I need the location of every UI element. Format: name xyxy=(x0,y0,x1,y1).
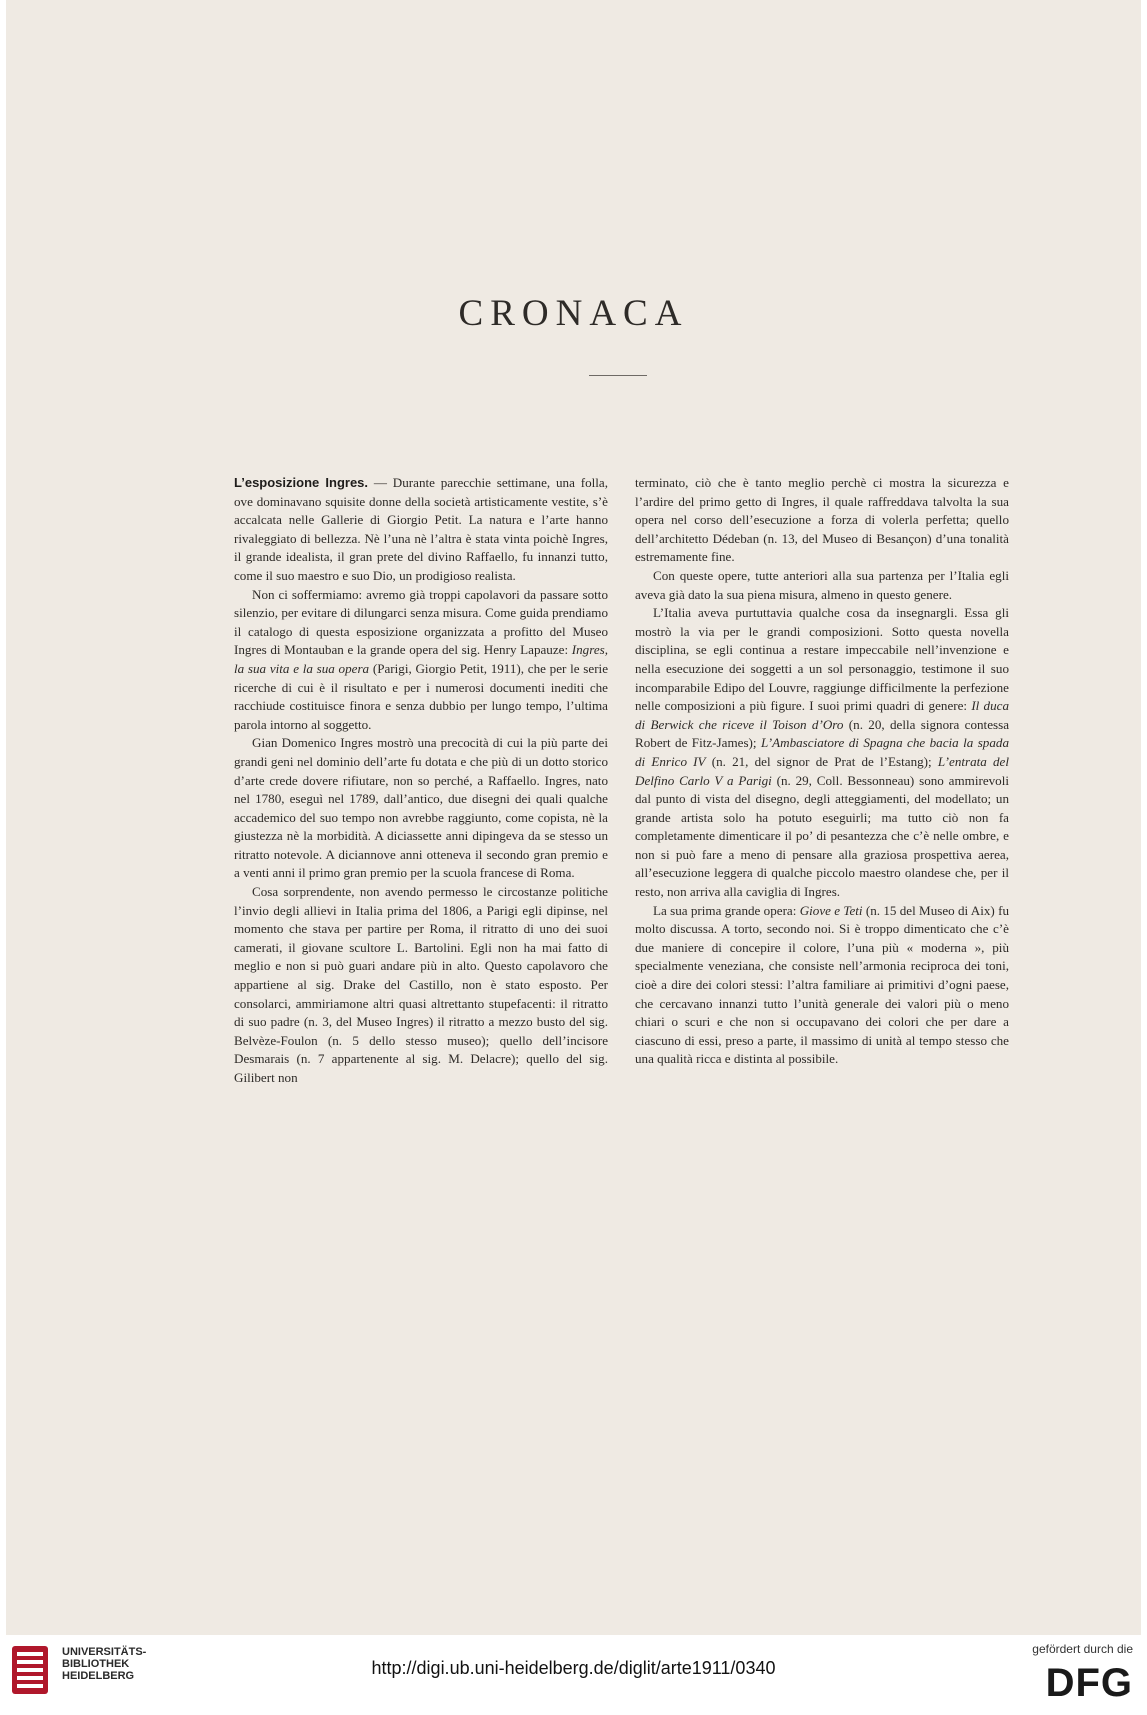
paragraph-text: La sua prima grande opera: xyxy=(653,902,800,918)
paragraph xyxy=(234,586,608,735)
artwork-title: L’Ambasciatore di Spagna che bacia la spada di Enrico IV xyxy=(635,735,1009,769)
page-title: CRONACA xyxy=(458,293,689,334)
artwork-title: L’entrata del Delfino Carlo V a Parigi xyxy=(635,753,1010,788)
library-name-line: UNIVERSITÄTS- xyxy=(62,1646,147,1658)
paragraph: terminato, ciò che è tanto meglio perchè ci mostra la sicurezza e l’ardire del primo getto di Ingres, il quale raffreddava talvolta la sua opera nel corso dell’esecuzione a forza di volerla perfetta; quello dell’architetto Dédeban (n. 13, del Museo di Besançon) d’una tonalità estremamente fine. xyxy=(635,475,1009,565)
source-url-link[interactable]: http://digi.ub.uni-heidelberg.de/diglit/arte1911/0340 xyxy=(371,1658,776,1678)
paragraph xyxy=(234,474,608,586)
paragraph-text: (n. 21, del signor de Prat de l’Estang); xyxy=(705,753,938,769)
paragraph-text: Non ci soffermiamo: avremo già troppi capolavori da passare sotto silenzio, per evitare di dilungarci senza misura. Come guida prendiamo il catalogo di questa esposizione organizzata a profitto del Museo Ingres di Montauban e la grande opera del sig. Henry Lapauze: xyxy=(234,586,608,658)
paragraph xyxy=(635,902,1009,1069)
paragraph-text: (n. 20, della signora contessa Robert de Fitz-James); xyxy=(635,716,1010,751)
section-heading: L’esposizione Ingres. xyxy=(234,475,369,490)
funding-note: gefördert durch die xyxy=(1032,1642,1133,1656)
title-rule xyxy=(589,375,647,376)
right-column xyxy=(635,474,1009,1069)
artwork-title: Il duca di Berwick che riceve il Toison d’Oro xyxy=(635,698,1009,732)
dfg-logo[interactable]: DFG xyxy=(1045,1661,1133,1705)
paragraph: Gian Domenico Ingres mostrò una precocità di cui la più parte dei grandi geni nel dominio dell’arte fu dotata e che più di un dotto storico d’arte crede dovere rifiutare, non so perché, a Raffaello. Ingres, nato nel 1780, eseguì nel 1789, dall’antico, due disegni dei quali qualche accademico del suo tempo non avrebbe raggiunto, come copista, nè la giustezza nè la morbidità. A diciassette anni dipingeva da se stesso un ritratto notevole. A diciannove anni otteneva il secondo gran premio e a venti anni il primo gran premio per la scuola francese di Roma. xyxy=(234,735,608,881)
paragraph: Con queste opere, tutte anteriori alla sua partenza per l’Italia egli aveva già dato la sua piena misura, almeno in questo genere. xyxy=(635,567,1009,602)
paragraph: Cosa sorprendente, non avendo permesso le circostanze politiche l’invio degli allievi in Italia prima del 1806, a Parigi egli dipinse, nel momento che stava per partire per Roma, il ritratto di uno dei suoi camerati, il giovane scultore L. Bartolini. Egli non ha mai fatto di meglio e non si può guari andare più in alto. Questo capolavoro che appartiene al sig. Drake del Castillo, non è stato esposto. Per consolarci, ammiriamone altri quasi altrettanto stupefacenti: il ritratto di suo padre (n. 3, del Museo Ingres) il ritratto a mezzo busto del sig. Belvèze-Foulon (n. 5 dello stesso museo); quello dell’incisore Desmarais (n. 7 appartenente al sig. M. Delacre); quello del sig. Gilibert non xyxy=(234,884,608,1085)
book-title: Ingres, la sua vita e la sua opera xyxy=(234,642,608,676)
left-column xyxy=(234,474,608,1088)
paragraph-text: (n. 15 del Museo di Aix) fu molto discussa. A torto, secondo noi. Si è troppo dimenticato che c’è due maniere di concepire il colore, l’una più « moderna », più specialmente veneziana, che consiste nell’armonia reciproca dei toni, cioè a dire dei colori stessi: l’altra familiare ai primitivi d’ogni paese, che cercavano innanzi tutto l’unità generale dei valori più o meno chiari o scuri e che non si occupavano dei colori che per dare a ciascuno di essi, preso a parte, il massimo di unità al tempo stesso che una qualità ricca e distinta al possibile. xyxy=(635,902,1009,1067)
library-name-line: BIBLIOTHEK xyxy=(62,1658,130,1670)
artwork-title: Giove e Teti xyxy=(799,902,863,918)
paragraph-text: — Durante parecchie settimane, una folla, ove dominavano squisite donne della società artisticamente vestite, s’è accalcata nelle Gallerie di Giorgio Petit. La natura e l’arte hanno rivaleggiato di bellezza. Nè l’una nè l’altra è stata vinta poichè Ingres, il grande idealista, il gran prete del divino Raffaello, fu innanzi tutto, come il suo maestro e suo Dio, un prodigioso realista. xyxy=(234,475,608,583)
paragraph xyxy=(635,604,1009,902)
paragraph-text: (n. 29, Coll. Bessonneau) sono ammirevoli dal punto di vista del disegno, degli atteggiamenti, del modellato; un grande artista solo ha potuto eseguirli; ma tutto ciò non fa completamente dimenticare il po’ di pesantezza che c’è nelle ombre, e non si può fare a meno di pensare alla graziosa prospettiva aerea, all’esecuzione leggera di qualche piccolo maestro olandese che, per il resto, non arriva alla caviglia di Ingres. xyxy=(635,772,1009,900)
library-name-line: HEIDELBERG xyxy=(62,1670,135,1682)
paragraph-text: (Parigi, Giorgio Petit, 1911), che per le serie ricerche di cui è il risultato e per i numerosi documenti inediti che racchiude costituisce finora e senza dubbio per lungo tempo, l’ultima parola intorno al soggetto. xyxy=(234,660,608,732)
paragraph-text: L’Italia aveva purtuttavia qualche cosa da insegnargli. Essa gli mostrò la via per le grandi composizioni. Sotto questa novella disciplina, se egli continua a restare impeccabile nell’invenzione e nella esecuzione dei soggetti a un sol personaggio, testimone il suo incomparabile Edipo del Louvre, raggiunge difficilmente la perfezione nelle composizioni a più figure. I suoi primi quadri di genere: xyxy=(635,605,1009,714)
